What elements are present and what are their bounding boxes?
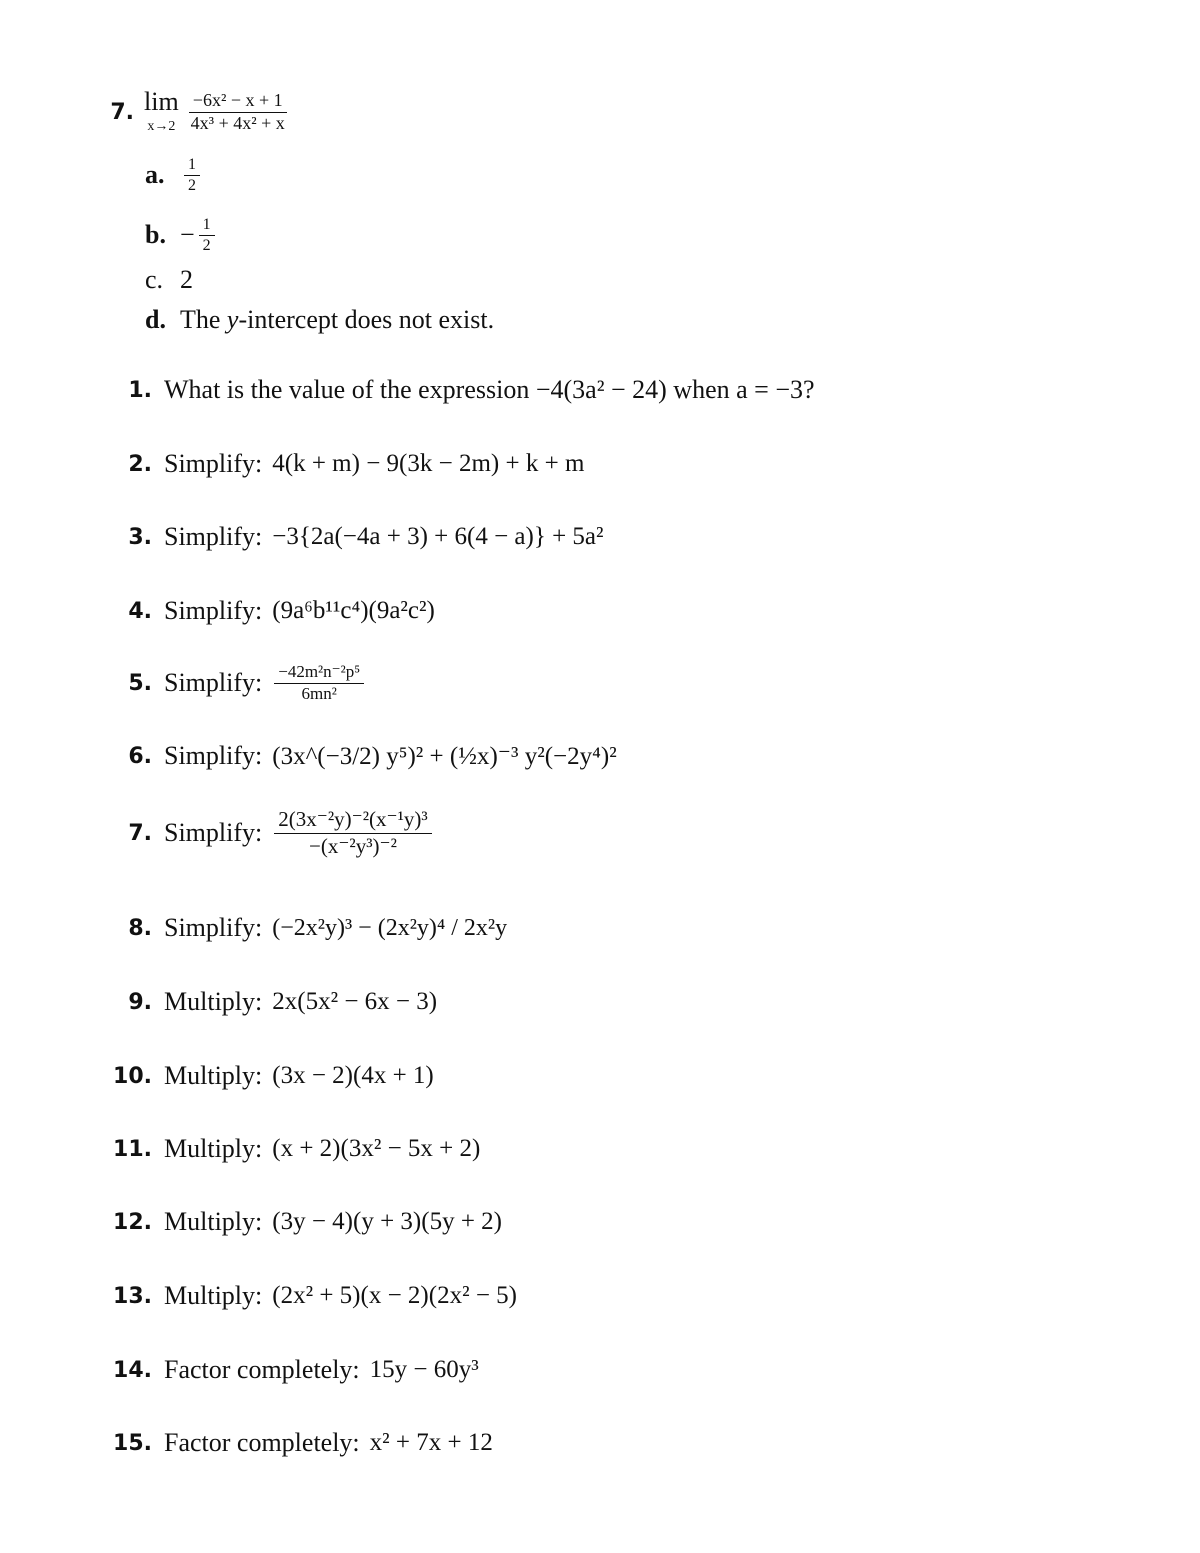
problem-number: 6. [128, 743, 152, 769]
problem-math: (9a⁶b¹¹c⁴)(9a²c²) [272, 597, 435, 624]
problem-7 [0, 800, 436, 866]
option-sign: − [180, 220, 195, 249]
problem-6 [0, 736, 617, 776]
fraction-denominator: 2 [202, 236, 211, 254]
limit-numerator: −6x² − x + 1 [189, 91, 287, 113]
problem-number: 7. [128, 820, 152, 846]
problem-prefix: Multiply: [164, 987, 263, 1016]
limit-operator [144, 89, 179, 135]
option-text-pre: The [180, 305, 227, 334]
problem-5 [0, 655, 368, 711]
option-label: a. [145, 160, 165, 189]
problem-number: 3. [128, 524, 152, 550]
problem-8 [0, 900, 507, 956]
problem-math: 4(k + m) − 9(3k − 2m) + k + m [272, 450, 585, 477]
problem-fraction [274, 808, 431, 857]
question-number: 7. [110, 99, 134, 125]
problem-math: (3x − 2)(4x + 1) [272, 1062, 434, 1089]
problem-math: 15y − 60y³ [369, 1356, 479, 1383]
problem-prefix: Multiply: [164, 1207, 263, 1236]
problem-prefix: Simplify: [164, 522, 263, 551]
problem-number: 8. [128, 915, 152, 941]
problem-10 [0, 1056, 434, 1096]
option-text: 2 [180, 265, 193, 294]
problem-9 [0, 982, 437, 1022]
problem-prefix: Multiply: [164, 1061, 263, 1090]
problem-11 [0, 1129, 480, 1169]
fraction-numerator: 1 [184, 156, 200, 176]
option-text-post: -intercept does not exist. [238, 305, 495, 334]
problem-number: 5. [128, 670, 152, 696]
fraction-numerator: −42m²n⁻²p⁵ [274, 663, 364, 684]
problem-14 [0, 1350, 479, 1390]
problem-math: (3y − 4)(y + 3)(5y + 2) [272, 1208, 502, 1235]
problem-prefix: Simplify: [164, 596, 263, 625]
problem-text: What is the value of the expression −4(3a² − 24) when a = −3? [164, 375, 815, 404]
limit-word: lim [144, 87, 179, 116]
option-fraction [199, 216, 215, 254]
problem-2 [0, 444, 584, 484]
problem-number: 13. [113, 1283, 152, 1309]
option-variable: y [226, 305, 239, 334]
limit-fraction [187, 91, 289, 134]
fraction-denominator: 6mn² [301, 683, 337, 703]
limit-denominator: 4x³ + 4x² + x [190, 112, 285, 133]
problem-number: 14. [113, 1357, 152, 1383]
problem-math: (3x^(−3/2) y⁵)² + (½x)⁻³ y²(−2y⁴)² [272, 743, 617, 770]
problem-math: (x + 2)(3x² − 5x + 2) [272, 1135, 481, 1162]
problem-prefix: Factor completely: [164, 1428, 360, 1457]
fraction-denominator: −(x⁻²y³)⁻² [309, 833, 397, 858]
problem-number: 4. [128, 598, 152, 624]
problem-number: 2. [128, 451, 152, 477]
problem-number: 10. [113, 1063, 152, 1089]
fraction-numerator: 1 [199, 216, 215, 236]
option-c [145, 262, 193, 298]
problem-math: x² + 7x + 12 [369, 1429, 493, 1456]
problem-prefix: Multiply: [164, 1134, 263, 1163]
problem-4 [0, 591, 435, 631]
problem-math: (2x² + 5)(x − 2)(2x² − 5) [272, 1282, 517, 1309]
problem-prefix: Simplify: [164, 668, 263, 697]
problem-1 [0, 370, 815, 410]
problem-prefix: Simplify: [164, 741, 263, 770]
option-d [145, 302, 494, 338]
limit-approach: x→2 [147, 119, 176, 134]
problem-prefix: Simplify: [164, 913, 263, 942]
limit-question [108, 82, 293, 142]
problem-number: 9. [128, 989, 152, 1015]
option-label: d. [145, 305, 166, 334]
problem-15 [0, 1423, 493, 1463]
problem-13 [0, 1276, 517, 1316]
option-a [145, 150, 204, 200]
option-label: c. [145, 265, 164, 294]
problem-prefix: Factor completely: [164, 1355, 360, 1384]
fraction-numerator: 2(3x⁻²y)⁻²(x⁻¹y)³ [274, 808, 431, 833]
problem-math: 2x(5x² − 6x − 3) [272, 988, 438, 1015]
problem-number: 15. [113, 1430, 152, 1456]
option-b [145, 210, 219, 260]
problem-fraction [274, 663, 364, 703]
fraction-denominator: 2 [188, 176, 196, 194]
problem-prefix: Multiply: [164, 1281, 263, 1310]
problem-prefix: Simplify: [164, 449, 263, 478]
problem-math: −3{2a(−4a + 3) + 6(4 − a)} + 5a² [272, 523, 604, 550]
problem-number: 12. [113, 1209, 152, 1235]
problem-number: 11. [113, 1136, 152, 1162]
problem-3 [0, 517, 604, 557]
problem-math: (−2x²y)³ − (2x²y)⁴ / 2x²y [272, 914, 508, 941]
option-fraction [184, 156, 200, 194]
problem-prefix: Simplify: [164, 818, 263, 847]
problem-12 [0, 1202, 502, 1242]
option-label: b. [145, 220, 166, 249]
problem-number: 1. [128, 377, 152, 403]
